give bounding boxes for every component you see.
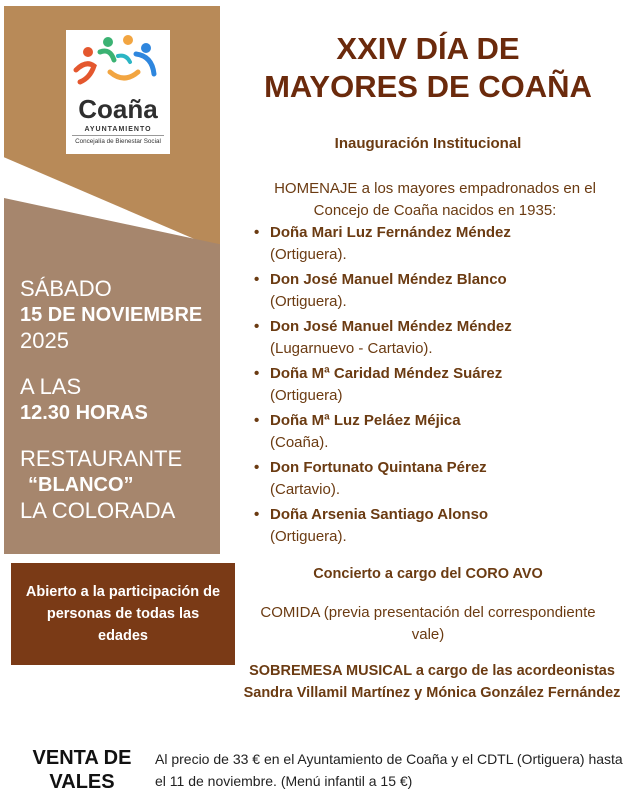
list-item (254, 363, 624, 407)
list-item (254, 410, 624, 454)
venue-place: LA COLORADA (20, 498, 176, 523)
event-date: 15 DE NOVIEMBRE (20, 304, 203, 326)
venue-label: RESTAURANTE (20, 446, 183, 471)
vouchers-text: Al precio de 33 € en el Ayuntamiento de Coaña y el CDTL (Ortiguera) hasta el 11 de noviembre. (Menú infantil a 15 €) (155, 751, 623, 789)
event-details (20, 276, 220, 524)
open-notice-text: Abierto a la participación de personas de todas las edades (25, 584, 221, 644)
honoree-place: (Ortiguera) (270, 387, 343, 404)
honoree-place: (Ortiguera). (270, 528, 347, 545)
honorees-list (254, 222, 624, 551)
honoree-name: • Don José Manuel Méndez Blanco (270, 271, 507, 288)
title-line-2: MAYORES DE COAÑA (264, 69, 592, 104)
vouchers-label: VENTA DE VALES (32, 747, 132, 793)
logo-concejalia: Concejalía de Bienestar Social (75, 138, 161, 145)
honoree-name: • Don José Manuel Méndez Méndez (270, 318, 512, 335)
list-item (254, 457, 624, 501)
tribute-intro: HOMENAJE a los mayores empadronados en el Concejo de Coaña nacidos en 1935: (274, 180, 596, 219)
open-notice-box (11, 563, 235, 665)
honoree-place: (Lugarnuevo - Cartavio). (270, 340, 433, 357)
page-title (228, 30, 628, 106)
people-logo-icon (66, 30, 170, 96)
honoree-name: • Don Fortunato Quintana Pérez (270, 459, 487, 476)
list-item (254, 222, 624, 266)
honoree-name: • Doña Mª Caridad Méndez Suárez (270, 365, 503, 382)
honoree-name: • Doña Mari Luz Fernández Méndez (270, 224, 511, 241)
honoree-place: (Ortiguera). (270, 293, 347, 310)
meal-text: COMIDA (previa presentación del correspondiente vale) (260, 604, 596, 643)
list-item (254, 269, 624, 313)
logo-name: Coaña (78, 94, 158, 124)
event-year: 2025 (20, 328, 69, 353)
honoree-name: • Doña Mª Luz Peláez Méjica (270, 412, 461, 429)
music-text: SOBREMESA MUSICAL a cargo de las acordeonistas Sandra Villamil Martínez y Mónica González Fernández (243, 663, 621, 701)
honoree-place: (Cartavio). (270, 481, 341, 498)
concert-text: Concierto a cargo del CORO AVO (313, 566, 543, 582)
venue-name: “BLANCO” (28, 474, 134, 496)
inauguration-heading: Inauguración Institucional (334, 135, 522, 152)
honoree-place: (Coaña). (270, 434, 329, 451)
coana-logo (66, 30, 170, 154)
honoree-name: • Doña Arsenia Santiago Alonso (270, 506, 489, 523)
list-item (254, 504, 624, 548)
logo-ayuntamiento: AYUNTAMIENTO (84, 126, 152, 133)
event-time-prefix: A LAS (20, 374, 82, 399)
title-line-1: XXIV DÍA DE (336, 31, 520, 66)
honoree-place: (Ortiguera). (270, 246, 347, 263)
event-day: SÁBADO (20, 276, 112, 301)
list-item (254, 316, 624, 360)
logo-divider (72, 135, 164, 136)
event-time: 12.30 HORAS (20, 402, 148, 424)
